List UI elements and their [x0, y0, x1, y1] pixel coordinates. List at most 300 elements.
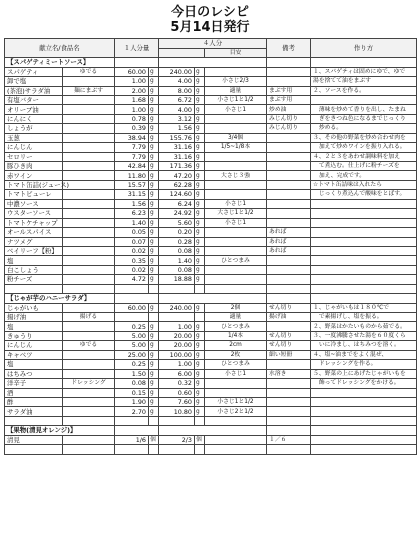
prep-note: まぶす用: [267, 95, 311, 104]
prep-group-label: [63, 218, 115, 227]
prep-group-label: [63, 133, 115, 142]
prep-note: [267, 397, 311, 406]
unit-per-person: g: [149, 246, 159, 255]
unit-four-servings: g: [195, 133, 205, 142]
method-step: [311, 275, 417, 284]
ingredient-name: 塩: [5, 360, 63, 369]
measure-guide: [205, 162, 267, 171]
ingredient-name: 粉チーズ: [5, 275, 63, 284]
prep-note: せん切り: [267, 341, 311, 350]
unit-four-servings: g: [195, 86, 205, 95]
method-step: で素揚げし、塩を振る。: [311, 313, 417, 322]
unit-four-servings: g: [195, 397, 205, 406]
ingredient-row: [5, 133, 417, 142]
qty-per-person: 1.68: [115, 95, 149, 104]
unit-four-servings: g: [195, 322, 205, 331]
cell-empty: [63, 445, 115, 454]
prep-note: [267, 275, 311, 284]
ingredient-row: [5, 341, 417, 350]
method-step: ５、野菜の上にあげたじゃがいもを: [311, 369, 417, 378]
method-step: [311, 199, 417, 208]
unit-four-servings: g: [195, 265, 205, 274]
measure-guide: ひとつまみ: [205, 360, 267, 369]
prep-group-label: [63, 124, 115, 133]
cell-empty: [311, 58, 417, 67]
prep-note: [267, 388, 311, 397]
recipe-rows: [5, 58, 417, 454]
ingredient-row: [5, 407, 417, 416]
prep-note: みじん切り: [267, 114, 311, 123]
unit-per-person: g: [149, 256, 159, 265]
unit-per-person: g: [149, 209, 159, 218]
unit-four-servings: g: [195, 218, 205, 227]
measure-guide: [205, 275, 267, 284]
unit-per-person: g: [149, 397, 159, 406]
prep-note: [267, 379, 311, 388]
prep-note: [267, 67, 311, 76]
ingredient-row: [5, 275, 417, 284]
method-step: じっくり煮込んで酸味をとばす。: [311, 190, 417, 199]
blank-row: [5, 284, 417, 293]
section-row: [5, 426, 417, 435]
qty-four-servings: 1.40: [159, 256, 195, 265]
qty-per-person: 0.08: [115, 379, 149, 388]
prep-group-label: [63, 209, 115, 218]
prep-group-label: [63, 162, 115, 171]
ingredient-row: [5, 360, 417, 369]
cell-empty: [149, 416, 159, 425]
unit-per-person: g: [149, 67, 159, 76]
unit-per-person: g: [149, 77, 159, 86]
unit-four-servings: g: [195, 190, 205, 199]
qty-per-person: 60.00: [115, 303, 149, 312]
header-per-person: １人分量: [115, 39, 159, 58]
blank-row: [5, 416, 417, 425]
method-step: ドレッシングを作る。: [311, 360, 417, 369]
cell-empty: [267, 416, 311, 425]
unit-four-servings: g: [195, 162, 205, 171]
method-step: ３、その他の野菜を炒め合わせ肉を: [311, 133, 417, 142]
prep-note: せん切り: [267, 303, 311, 312]
ingredient-name: にんにく: [5, 114, 63, 123]
measure-guide: 大さじ３強: [205, 171, 267, 180]
cell-empty: [159, 284, 195, 293]
qty-per-person: 11.80: [115, 171, 149, 180]
method-step: 加えて炒めワインを振り入れる。: [311, 143, 417, 152]
method-step: [311, 256, 417, 265]
measure-guide: 小さじ1と1/2: [205, 397, 267, 406]
cell-empty: [115, 294, 159, 303]
ingredient-row: [5, 105, 417, 114]
unit-four-servings: g: [195, 114, 205, 123]
ingredient-row: [5, 152, 417, 161]
measure-guide: 2枚: [205, 350, 267, 359]
qty-per-person: 0.78: [115, 114, 149, 123]
ingredient-row: [5, 435, 417, 444]
unit-per-person: g: [149, 265, 159, 274]
method-step: [311, 265, 417, 274]
prep-note: せん切り: [267, 331, 311, 340]
qty-per-person: 4.72: [115, 275, 149, 284]
unit-per-person: g: [149, 379, 159, 388]
unit-four-servings: 個: [195, 435, 205, 444]
ingredient-name: 玉葱: [5, 133, 63, 142]
header-servings-qty: [159, 49, 205, 58]
method-step: 薄味を炒めて香りを出し、たまね: [311, 105, 417, 114]
measure-guide: [205, 67, 267, 76]
ingredient-name: しょうが: [5, 124, 63, 133]
unit-per-person: g: [149, 86, 159, 95]
cell-empty: [159, 445, 195, 454]
measure-guide: [205, 435, 267, 444]
unit-per-person: g: [149, 171, 159, 180]
qty-per-person: 0.25: [115, 322, 149, 331]
qty-four-servings: 62.28: [159, 180, 195, 189]
section-title: 【じゃが芋のハニーサラダ】: [5, 294, 115, 303]
unit-four-servings: g: [195, 67, 205, 76]
prep-group-label: [63, 199, 115, 208]
qty-per-person: 0.15: [115, 388, 149, 397]
method-step: [311, 218, 417, 227]
prep-note: [267, 152, 311, 161]
qty-four-servings: 155.76: [159, 133, 195, 142]
prep-group-label: [63, 114, 115, 123]
ingredient-name: きゅうり: [5, 331, 63, 340]
ingredient-name: セロリー: [5, 152, 63, 161]
ingredient-row: [5, 369, 417, 378]
cell-empty: [311, 416, 417, 425]
measure-guide: 1/5~1/8本: [205, 143, 267, 152]
prep-note: 細い短冊: [267, 350, 311, 359]
ingredient-row: [5, 95, 417, 104]
prep-note: [267, 407, 311, 416]
cell-empty: [5, 284, 63, 293]
prep-note: [267, 143, 311, 152]
unit-four-servings: g: [195, 256, 205, 265]
prep-group-label: ゆでる: [63, 67, 115, 76]
cell-empty: [159, 426, 267, 435]
unit-per-person: g: [149, 350, 159, 359]
method-step: ４、２と３をあわせ調味料を加え: [311, 152, 417, 161]
prep-group-label: [63, 407, 115, 416]
unit-four-servings: g: [195, 350, 205, 359]
prep-group-label: [63, 397, 115, 406]
ingredient-name: ベイリーフ【粉】: [5, 246, 63, 255]
cell-empty: [159, 416, 195, 425]
unit-per-person: g: [149, 275, 159, 284]
ingredient-row: [5, 124, 417, 133]
measure-guide: [205, 228, 267, 237]
ingredient-row: [5, 313, 417, 322]
qty-four-servings: 0.08: [159, 246, 195, 255]
unit-four-servings: g: [195, 124, 205, 133]
qty-four-servings: 1.56: [159, 124, 195, 133]
ingredient-name: はちみつ: [5, 369, 63, 378]
qty-four-servings: 20.00: [159, 331, 195, 340]
blank-row: [5, 445, 417, 454]
prep-group-label: ゆでる: [63, 341, 115, 350]
qty-four-servings: 4.00: [159, 77, 195, 86]
unit-four-servings: g: [195, 199, 205, 208]
prep-note: [267, 322, 311, 331]
ingredient-row: [5, 190, 417, 199]
header-servings: ４人分: [159, 39, 267, 49]
qty-four-servings: [159, 313, 195, 322]
cell-empty: [115, 416, 149, 425]
prep-note: [267, 190, 311, 199]
cell-empty: [195, 445, 205, 454]
ingredient-name: トマトピューレ: [5, 190, 63, 199]
ingredient-name: 中濃ソース: [5, 199, 63, 208]
qty-four-servings: 171.36: [159, 162, 195, 171]
ingredient-row: [5, 237, 417, 246]
header-dept: 献立名/食品名: [5, 39, 115, 58]
prep-group-label: 麺にまぶす: [63, 86, 115, 95]
ingredient-name: 卸で塩: [5, 77, 63, 86]
ingredient-name: にんじん: [5, 341, 63, 350]
unit-per-person: [149, 313, 159, 322]
unit-per-person: g: [149, 407, 159, 416]
cell-empty: [195, 284, 205, 293]
measure-guide: 小さじ2/3: [205, 77, 267, 86]
qty-per-person: 15.57: [115, 180, 149, 189]
ingredient-row: [5, 379, 417, 388]
qty-four-servings: 24.92: [159, 209, 195, 218]
ingredient-name: 酒: [5, 388, 63, 397]
ingredient-name: トマトケチャップ: [5, 218, 63, 227]
qty-per-person: 1.40: [115, 218, 149, 227]
unit-per-person: g: [149, 331, 159, 340]
ingredient-name: にんじん: [5, 143, 63, 152]
unit-four-servings: g: [195, 77, 205, 86]
prep-note: [267, 133, 311, 142]
prep-group-label: [63, 237, 115, 246]
measure-guide: 3/4個: [205, 133, 267, 142]
prep-group-label: [63, 331, 115, 340]
qty-four-servings: 4.00: [159, 105, 195, 114]
qty-four-servings: 31.16: [159, 152, 195, 161]
ingredient-name: 赤ワイン: [5, 171, 63, 180]
cell-empty: [267, 284, 311, 293]
ingredient-name: 塩: [5, 256, 63, 265]
ingredient-row: [5, 209, 417, 218]
qty-per-person: 60.00: [115, 67, 149, 76]
measure-guide: [205, 152, 267, 161]
unit-per-person: g: [149, 105, 159, 114]
ingredient-name: スパゲティ: [5, 67, 63, 76]
qty-per-person: 1.90: [115, 397, 149, 406]
ingredient-row: [5, 77, 417, 86]
qty-per-person: 0.05: [115, 228, 149, 237]
ingredient-name: オールスパイス: [5, 228, 63, 237]
qty-per-person: 2.70: [115, 407, 149, 416]
cell-empty: [205, 284, 267, 293]
qty-four-servings: 124.60: [159, 190, 195, 199]
qty-per-person: 7.79: [115, 143, 149, 152]
qty-four-servings: 7.60: [159, 397, 195, 406]
method-step: １、じゃがいもは１８０℃で: [311, 303, 417, 312]
measure-guide: 小さじ1と1/2: [205, 95, 267, 104]
method-step: [311, 435, 417, 444]
section-row: [5, 294, 417, 303]
qty-four-servings: 240.00: [159, 303, 195, 312]
qty-four-servings: 240.00: [159, 67, 195, 76]
method-step: 湯を捨てて油をまぶす: [311, 77, 417, 86]
method-step: 飾ってドレッシングをかける。: [311, 379, 417, 388]
prep-note: [267, 180, 311, 189]
qty-four-servings: 0.08: [159, 265, 195, 274]
method-step: １、スパゲティは固めにゆで、ゆで: [311, 67, 417, 76]
qty-per-person: 1.00: [115, 105, 149, 114]
unit-four-servings: g: [195, 246, 205, 255]
cell-empty: [63, 416, 115, 425]
cell-empty: [5, 416, 63, 425]
cell-empty: [205, 445, 267, 454]
qty-four-servings: 31.16: [159, 143, 195, 152]
unit-four-servings: g: [195, 275, 205, 284]
qty-four-servings: 18.88: [159, 275, 195, 284]
prep-group-label: ドレッシング: [63, 379, 115, 388]
cell-empty: [149, 445, 159, 454]
qty-per-person: 5.00: [115, 341, 149, 350]
prep-group-label: [63, 95, 115, 104]
measure-guide: [205, 114, 267, 123]
section-title: 【果物(清見オレンジ)】: [5, 426, 115, 435]
prep-group-label: [63, 171, 115, 180]
unit-four-servings: g: [195, 152, 205, 161]
prep-note: あれば: [267, 246, 311, 255]
qty-four-servings: 1.00: [159, 360, 195, 369]
measure-guide: [205, 379, 267, 388]
method-step: ２、野菜はかたいものから茹でる。: [311, 322, 417, 331]
page-title: 今日のレシピ: [171, 5, 249, 20]
prep-group-label: [63, 246, 115, 255]
qty-per-person: 0.02: [115, 265, 149, 274]
prep-note: １／６: [267, 435, 311, 444]
qty-four-servings: 6.72: [159, 95, 195, 104]
qty-four-servings: 1.00: [159, 322, 195, 331]
method-step: [311, 246, 417, 255]
qty-per-person: 5.00: [115, 331, 149, 340]
unit-four-servings: g: [195, 360, 205, 369]
cell-empty: [267, 294, 311, 303]
unit-per-person: g: [149, 388, 159, 397]
cell-empty: [311, 284, 417, 293]
measure-guide: 2個: [205, 303, 267, 312]
qty-per-person: 0.07: [115, 237, 149, 246]
prep-note: まぶす用: [267, 86, 311, 95]
measure-guide: 適量: [205, 86, 267, 95]
method-step: [311, 397, 417, 406]
method-step: いに冷まし、はちみつを溶く。: [311, 341, 417, 350]
prep-note: [267, 209, 311, 218]
prep-note: [267, 162, 311, 171]
unit-four-servings: g: [195, 180, 205, 189]
measure-guide: [205, 124, 267, 133]
method-step: 加え、完成です。: [311, 171, 417, 180]
section-title: 【スパゲティミートソース】: [5, 58, 115, 67]
qty-per-person: 1/6: [115, 435, 149, 444]
unit-four-servings: g: [195, 388, 205, 397]
prep-note: 揚げ油: [267, 313, 311, 322]
cell-empty: [195, 416, 205, 425]
prep-note: みじん切り: [267, 124, 311, 133]
ingredient-row: [5, 143, 417, 152]
qty-per-person: 0.25: [115, 360, 149, 369]
cell-empty: [115, 58, 159, 67]
measure-guide: 2cm: [205, 341, 267, 350]
prep-group-label: [63, 256, 115, 265]
method-step: [311, 209, 417, 218]
unit-per-person: g: [149, 237, 159, 246]
method-step: ３、一度沸騰させた湯を６０度くら: [311, 331, 417, 340]
prep-group-label: [63, 190, 115, 199]
ingredient-name: キャベツ: [5, 350, 63, 359]
qty-per-person: 7.79: [115, 152, 149, 161]
measure-guide: 小さじ1: [205, 369, 267, 378]
prep-group-label: [63, 143, 115, 152]
prep-note: [267, 265, 311, 274]
recipe-table: [4, 38, 417, 455]
ingredient-name: サラダ油: [5, 407, 63, 416]
qty-per-person: 42.84: [115, 162, 149, 171]
unit-per-person: g: [149, 199, 159, 208]
cell-empty: [115, 445, 149, 454]
qty-per-person: 6.23: [115, 209, 149, 218]
prep-note: [267, 360, 311, 369]
measure-guide: [205, 388, 267, 397]
prep-group-label: [63, 265, 115, 274]
qty-four-servings: 6.00: [159, 369, 195, 378]
unit-per-person: g: [149, 341, 159, 350]
ingredient-name: 豚ひき肉: [5, 162, 63, 171]
unit-per-person: g: [149, 180, 159, 189]
method-step: 炒める。: [311, 124, 417, 133]
prep-note: [267, 171, 311, 180]
header-guide: 目安: [205, 49, 267, 58]
method-step: て煮込む。仕上げに粉チーズを: [311, 162, 417, 171]
qty-four-servings: 20.00: [159, 341, 195, 350]
unit-per-person: g: [149, 303, 159, 312]
prep-note: あれば: [267, 228, 311, 237]
measure-guide: 適量: [205, 313, 267, 322]
unit-four-servings: [195, 313, 205, 322]
qty-per-person: [115, 313, 149, 322]
unit-four-servings: g: [195, 237, 205, 246]
issue-date: 5月14日発行: [170, 20, 250, 35]
ingredient-row: [5, 171, 417, 180]
prep-note: [267, 77, 311, 86]
qty-four-servings: 10.80: [159, 407, 195, 416]
unit-per-person: g: [149, 95, 159, 104]
ingredient-row: [5, 331, 417, 340]
qty-per-person: 1.56: [115, 199, 149, 208]
unit-four-servings: g: [195, 331, 205, 340]
method-step: [311, 237, 417, 246]
unit-four-servings: g: [195, 341, 205, 350]
ingredient-row: [5, 67, 417, 76]
ingredient-name: (茶泡)サラダ油: [5, 86, 63, 95]
measure-guide: 大さじ1と1/2: [205, 209, 267, 218]
prep-group-label: [63, 360, 115, 369]
header-method: 作り方: [311, 39, 417, 58]
qty-per-person: 25.00: [115, 350, 149, 359]
cell-empty: [149, 284, 159, 293]
unit-per-person: g: [149, 218, 159, 227]
qty-four-servings: 6.24: [159, 199, 195, 208]
method-step: [311, 95, 417, 104]
ingredient-name: 揚げ油: [5, 313, 63, 322]
